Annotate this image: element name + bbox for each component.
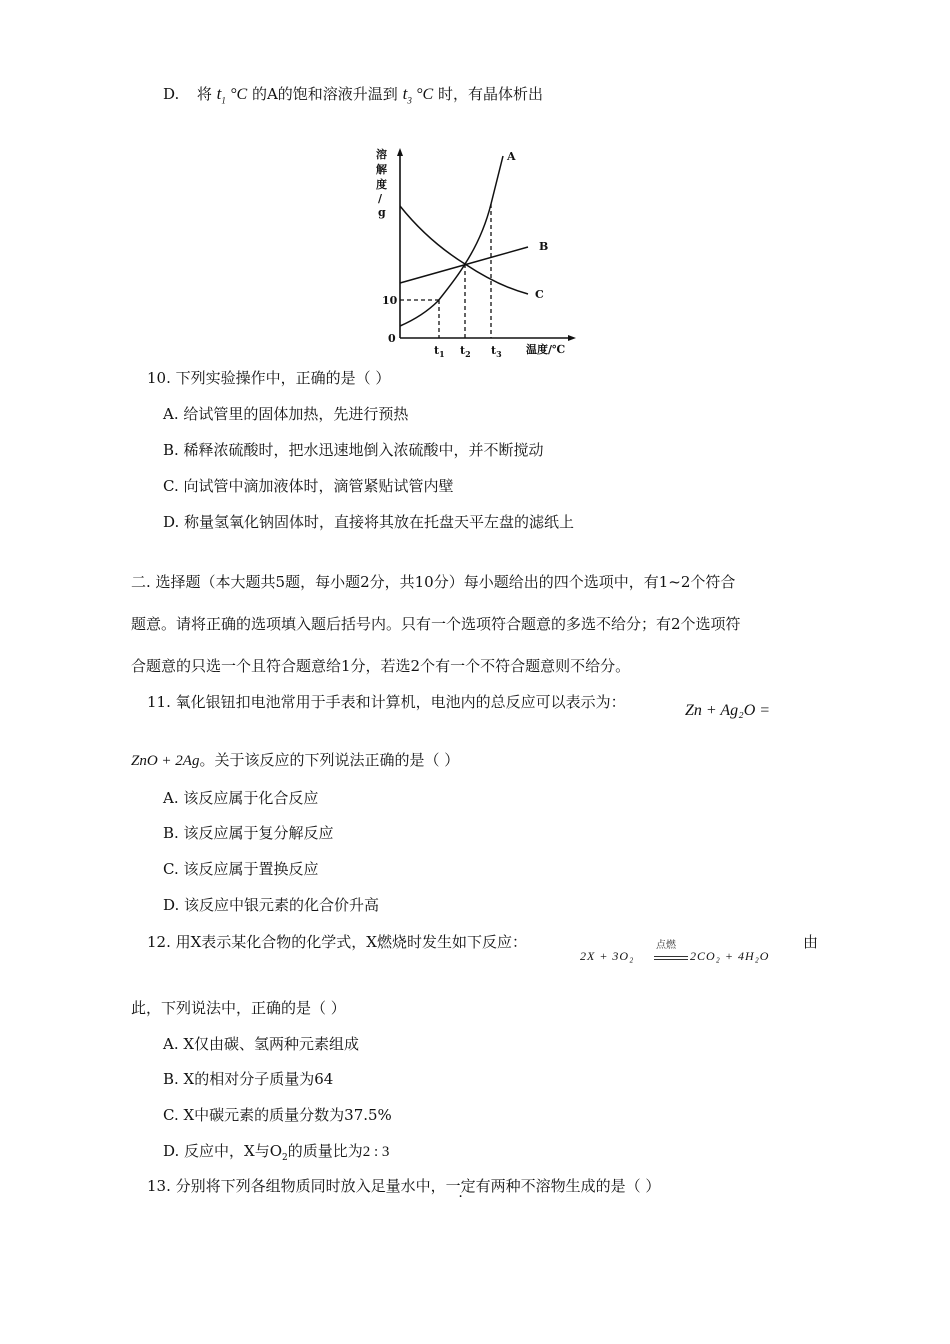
curve-label-b: B bbox=[539, 240, 549, 253]
q12-option-d: D. 反应中，X与$O_2$的质量比为2 : 3 bbox=[163, 1142, 390, 1163]
y-tick-0: 0 bbox=[388, 332, 396, 345]
y-tick-10: 10 bbox=[382, 294, 398, 307]
q10-option-a: A. 给试管里的固体加热，先进行预热 bbox=[163, 405, 409, 423]
q11-stem: 11. 氧化银钮扣电池常用于手表和计算机，电池内的总反应可以表示为： bbox=[147, 693, 626, 711]
degree-c: °C bbox=[416, 86, 434, 103]
curve-b bbox=[400, 247, 528, 283]
equation-rhs: 2CO₂ + 4H₂O bbox=[690, 949, 770, 963]
q12-option-a: A. X仅由碳、氢两种元素组成 bbox=[163, 1035, 360, 1053]
q11-option-a: A. 该反应属于化合反应 bbox=[163, 789, 319, 807]
mass-ratio: 2 : 3 bbox=[362, 1144, 390, 1160]
equation-lhs: 2X + 3O₂ bbox=[580, 949, 635, 963]
section2-line: 二. 选择题（本大题共5题，每小题2分，共10分）每小题给出的四个选项中，有1~2个符合 bbox=[131, 573, 736, 591]
q12-stem: 12. 用X表示某化合物的化学式，X燃烧时发生如下反应： bbox=[147, 933, 527, 951]
q12-stem-tail: 由 bbox=[803, 933, 819, 951]
emphasis-text: 一定 bbox=[445, 1177, 476, 1195]
ylabel-char: 度 bbox=[376, 178, 387, 191]
q10-option-c: C. 向试管中滴加液体时，滴管紧贴试管内壁 bbox=[163, 477, 454, 495]
q11-option-d: D. 该反应中银元素的化合价升高 bbox=[163, 896, 380, 914]
q12-option-b: B. X的相对分子质量为64 bbox=[163, 1070, 334, 1088]
curve-label-a: A bbox=[507, 150, 516, 163]
temp-t3: t bbox=[402, 84, 408, 103]
ylabel-char: g bbox=[378, 206, 386, 219]
x-tick-t2: $t_2$ bbox=[460, 344, 471, 359]
q10-option-d: D. 称量氢氧化钠固体时，直接将其放在托盘天平左盘的滤纸上 bbox=[163, 513, 575, 531]
double-bar bbox=[654, 956, 688, 960]
text: 时，有晶体析出 bbox=[437, 85, 543, 103]
q9-option-d: D. 将 $t_1$ °C 的A的饱和溶液升温到 $t_3$ °C 时，有晶体析出 bbox=[163, 84, 543, 106]
option-letter: D. bbox=[163, 85, 180, 103]
x-tick-t1: $t_1$ bbox=[434, 344, 445, 359]
temp-t1: t bbox=[216, 84, 222, 103]
q13-stem: 13. 分别将下列各组物质同时放入足量水中，一定有两种不溶物生成的是（ ） bbox=[147, 1177, 661, 1195]
reaction-condition: 点燃 bbox=[656, 940, 676, 951]
section2-line: 题意。请将正确的选项填入题后括号内。只有一个选项符合题意的多选不给分；有2个选项符 bbox=[131, 615, 741, 633]
q11-equation-left: ZnO + 2Ag bbox=[131, 753, 200, 769]
y-axis-arrow bbox=[397, 148, 403, 156]
q12-stem-line2: 此，下列说法中，正确的是（ ） bbox=[131, 999, 346, 1017]
text: 将 bbox=[196, 85, 212, 103]
x-axis-label: 温度/℃ bbox=[526, 343, 566, 356]
text: 的A的饱和溶液升温到 bbox=[251, 85, 398, 103]
curve-c bbox=[400, 206, 528, 294]
ylabel-char: 解 bbox=[376, 163, 387, 176]
q10-stem: 10. 下列实验操作中，正确的是（ ） bbox=[147, 369, 391, 387]
degree-c: °C bbox=[230, 86, 248, 103]
ylabel-char: / bbox=[378, 192, 383, 205]
q11-option-b: B. 该反应属于复分解反应 bbox=[163, 824, 334, 842]
q11-equation-right: Zn + Ag₂O = bbox=[685, 702, 771, 719]
ylabel-char: 溶 bbox=[376, 148, 387, 161]
solubility-chart bbox=[368, 146, 588, 361]
curve-label-c: C bbox=[535, 288, 544, 301]
q12-option-c: C. X中碳元素的质量分数为37.5% bbox=[163, 1106, 392, 1124]
x-axis-arrow bbox=[568, 335, 576, 341]
section2-line: 合题意的只选一个且符合题意给1分，若选2个有一个不符合题意则不给分。 bbox=[131, 657, 631, 675]
q12-equation bbox=[580, 936, 800, 966]
x-tick-t3: $t_3$ bbox=[491, 344, 502, 359]
q11-option-c: C. 该反应属于置换反应 bbox=[163, 860, 319, 878]
q11-stem-line2: ZnO + 2Ag。关于该反应的下列说法正确的是（ ） bbox=[131, 751, 460, 769]
q10-option-b: B. 稀释浓硫酸时，把水迅速地倒入浓硫酸中，并不断搅动 bbox=[163, 441, 544, 459]
